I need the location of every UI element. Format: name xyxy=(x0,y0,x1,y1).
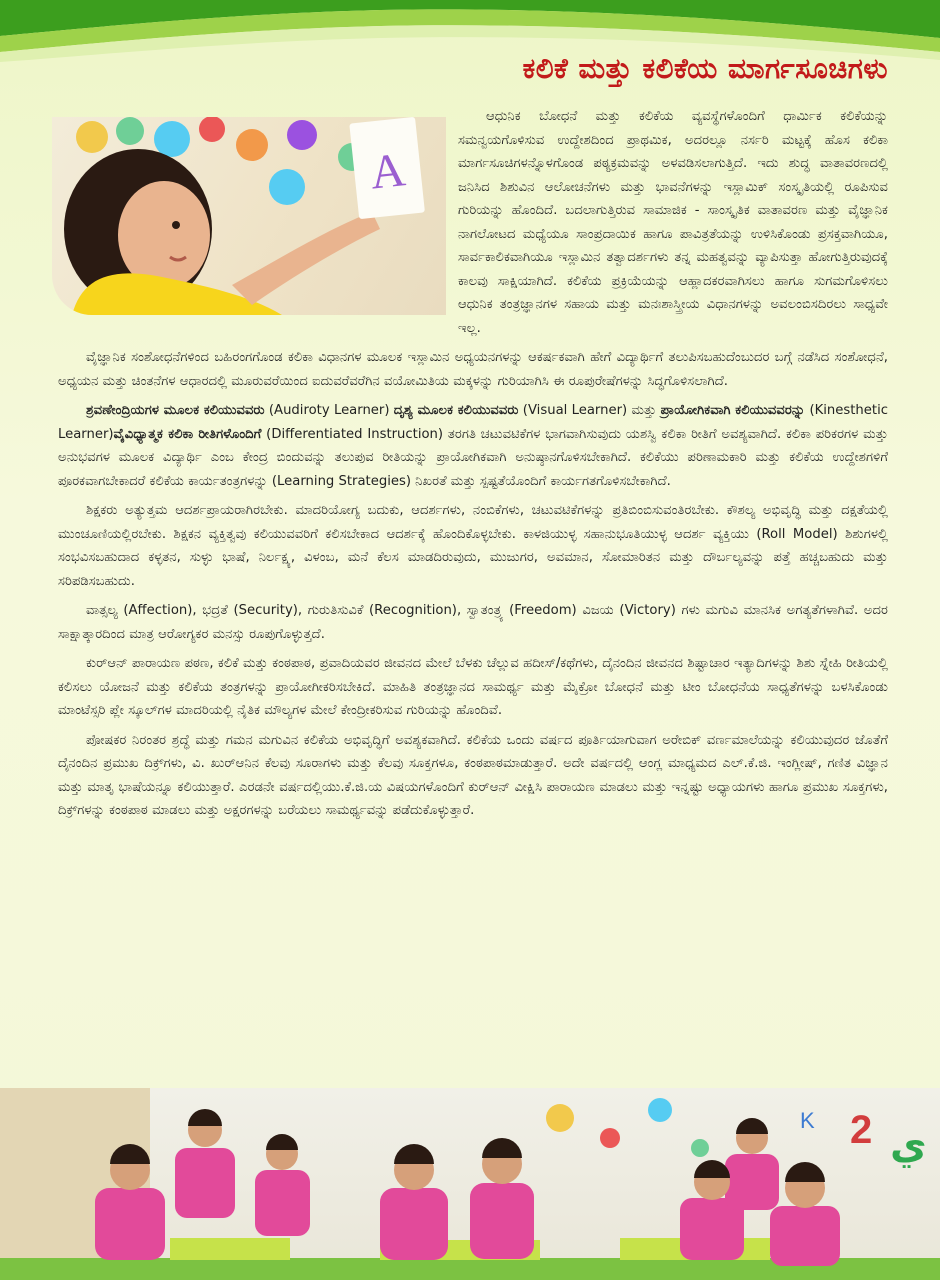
paragraph-learning-styles xyxy=(58,399,888,493)
paragraph-teachers: ಶಿಕ್ಷಕರು ಅತ್ಯುತ್ತಮ ಆದರ್ಶಪ್ರಾಯರಾಗಿರಬೇಕು. ಮಾದರಿಯೋಗ್ಯ ಬದುಕು, ಆದರ್ಶಗಳು, ನಂಬಿಕೆಗಳು, ಚಟುವಟಿಕೆಗಳನ್ನು ಪ್ರತಿಬಿಂಬಿಸುವಂತಿರಬೇಕು. ಕೌಶಲ್ಯ ಅಭಿವೃದ್ಧಿ ಮತ್ತು ದಕ್ಷತೆಯಲ್ಲಿ ಮುಂಚೂಣಿಯಲ್ಲಿರಬೇಕು. ಶಿಕ್ಷಕನ ವ್ಯಕ್ತಿತ್ವವು ಕಲಿಯುವವರಿಗೆ ಕಲಿಸಬೇಕಾದ ಆದರ್ಶಕ್ಕೆ ಹೊಂದಿಕೊಳ್ಳಬೇಕು. ಕಾಳಜಿಯುಳ್ಳ ಸಹಾನುಭೂತಿಯುಳ್ಳ ಆದರ್ಶ ವ್ಯಕ್ತಿಯು (Roll Model) ಶಿಶುಗಳಲ್ಲಿ ಸಂಭವಿಸಬಹುದಾದ ಕಳ್ಳತನ, ಸುಳ್ಳು ಭಾಷೆ, ನಿರ್ಲಕ್ಷ್ಯ, ವಿಳಂಬ, ಮನೆ ಕೆಲಸ ಮಾಡದಿರುವುದು, ಮುಜುಗರ, ಅವಮಾನ, ಸೋಮಾರಿತನ ಮತ್ತು ದೌರ್ಬಲ್ಯವನ್ನು ಪತ್ತೆ ಹಚ್ಚಬಹುದು ಮತ್ತು ಸರಿಪಡಿಸಬಹುದು. xyxy=(58,503,888,589)
page-title: ಕಲಿಕೆ ಮತ್ತು ಕಲಿಕೆಯ ಮಾರ್ಗಸೂಚಿಗಳು xyxy=(522,52,888,85)
wall-letter-k: K xyxy=(800,1108,815,1133)
photo-float-spacer xyxy=(52,105,446,327)
article-body xyxy=(58,105,888,823)
paragraph-needs: ವಾತ್ಸಲ್ಯ (Affection), ಭದ್ರತೆ (Security), ಗುರುತಿಸುವಿಕೆ (Recognition), ಸ್ವಾತಂತ್ರ್ಯ (Freedom) ವಿಜಯ (Victory) ಗಳು ಮಗುವಿ ಮಾನಸಿಕ ಅಗತ್ಯತೆಗಳಾಗಿವೆ. ಅದರ ಸಾಕ್ಷಾತ್ಕಾರದಿಂದ ಮಾತ್ರ ಆರೋಗ್ಯಕರ ಮನಸ್ಸು ರೂಪುಗೊಳ್ಳುತ್ತದೆ. xyxy=(58,603,888,642)
term-differentiated: ವೈವಿಧ್ಯಾತ್ಮಕ ಕಲಿಕಾ ರೀತಿಗಳೊಂದಿಗೆ xyxy=(113,426,262,442)
term-visual: ದೃಶ್ಯ ಮೂಲಕ ಕಲಿಯುವವರು xyxy=(393,403,519,418)
paragraph-research: ವೈಜ್ಞಾನಿಕ ಸಂಶೋಧನೆಗಳಿಂದ ಬಹಿರಂಗಗೊಂಡ ಕಲಿಕಾ ವಿಧಾನಗಳ ಮೂಲಕ ಇಸ್ಲಾಮಿನ ಅಧ್ಯಯನಗಳನ್ನು ಆಕರ್ಷಕವಾಗಿ ಹೇಗೆ ವಿದ್ಯಾರ್ಥಿಗೆ ತಲುಪಿಸಬಹುದೆಂಬುದರ ಬಗ್ಗೆ ನಡೆಸಿದ ಸಂಶೋಧನೆ, ಅಧ್ಯಯನ ಮತ್ತು ಚಿಂತನೆಗಳ ಆಧಾರದಲ್ಲಿ ಮೂರುವರೆಯಿಂದ ಐದುವರೆವರೆಗಿನ ವಯೋಮಿತಿಯ ಮಕ್ಕಳನ್ನು ಗುರಿಯಾಗಿಸಿ ಈ ರೂಪುರೇಷೆಗಳನ್ನು ಸಿದ್ಧಗೊಳಿಸಲಾಗಿದೆ. xyxy=(58,350,888,389)
paragraph-intro: ಆಧುನಿಕ ಬೋಧನೆ ಮತ್ತು ಕಲಿಕೆಯ ವ್ಯವಸ್ಥೆಗಳೊಂದಿಗೆ ಧಾರ್ಮಿಕ ಕಲಿಕೆಯನ್ನು ಸಮನ್ವಯಗೊಳಿಸುವ ಉದ್ದೇಶದಿಂದ ಪ್ರಾಥಮಿಕ, ಅದರಲ್ಲೂ ನರ್ಸರಿ ಮಟ್ಟಕ್ಕೆ ಹೊಸ ಕಲಿಕಾ ಮಾರ್ಗಸೂಚಿಗಳನ್ನೊಳಗೊಂಡ ಪಠ್ಯಕ್ರಮವನ್ನು ಅಳವಡಿಸಲಾಗುತ್ತಿದೆ. ಇದು ಶುದ್ಧ ವಾತಾವರಣದಲ್ಲಿ ಜನಿಸಿದ ಶಿಶುವಿನ ಆಲೋಚನೆಗಳು ಮತ್ತು ಭಾವನೆಗಳನ್ನು ಇಸ್ಲಾಮಿಕ್ ಸಂಸ್ಕೃತಿಯಲ್ಲಿ ರೂಪಿಸುವ ಗುರಿಯನ್ನು ಹೊಂದಿದೆ. ಬದಲಾಗುತ್ತಿರುವ ಸಾಮಾಜಿಕ - ಸಾಂಸ್ಕೃತಿಕ ವಾತಾವರಣ ಮತ್ತು ವೈಜ್ಞಾನಿಕ ನಾಗಲೋಟದ ಮಧ್ಯೆಯೂ ಸಾಂಪ್ರದಾಯಿಕ ಹಾಗೂ ಪಾವಿತ್ರತೆಯನ್ನು ಉಳಿಸಿಕೊಂಡು ಪ್ರಸಕ್ತವಾಗಿಯೂ, ಸಾರ್ವಕಾಲಿಕವಾಗಿಯೂ ಇಸ್ಲಾಮಿನ ತತ್ವಾದರ್ಶಗಳು ತನ್ನ ಮಹತ್ವವನ್ನು ವ್ಯಾಪಿಸುತ್ತಾ ಹೋಗುತ್ತಿರುವುದಕ್ಕೆ ಕಾಲವು ಸಾಕ್ಷಿಯಾಗಿದೆ. ಕಲಿಕೆಯ ಪ್ರಕ್ರಿಯೆಯನ್ನು ಆಹ್ಲಾದಕರವಾಗಿಸಲು ಹಾಗೂ ಸುಗಮಗೊಳಿಸಲು ಆಧುನಿಕ ತಂತ್ರಜ್ಞಾನಗಳ ಸಹಾಯ ಮತ್ತು ಮನಃಶಾಸ್ತ್ರೀಯ ವಿಧಾನಗಳನ್ನು ಅವಲಂಬಿಸದಿರಲು ಸಾಧ್ಯವೇ ಇಲ್ಲ. xyxy=(458,109,888,336)
wall-arabic-letter: ي xyxy=(890,1122,927,1168)
paragraph-quran: ಕುರ್‌ಆನ್ ಪಾರಾಯಣ ಪಠಣ, ಕಲಿಕೆ ಮತ್ತು ಕಂಠಪಾಠ, ಪ್ರವಾದಿಯವರ ಜೀವನದ ಮೇಲೆ ಬೆಳಕು ಚೆಲ್ಲುವ ಹದೀಸ್/ಕಥೆಗಳು, ದೈನಂದಿನ ಜೀವನದ ಶಿಷ್ಟಾಚಾರ ಇತ್ಯಾದಿಗಳನ್ನು ಶಿಶು ಸ್ನೇಹಿ ರೀತಿಯಲ್ಲಿ ಕಲಿಸಲು ಯೋಜನೆ ಮತ್ತು ಕಲಿಕೆಯ ತಂತ್ರಗಳನ್ನು ಪ್ರಾಯೋಗೀಕರಿಸಬೇಕಿದೆ. ಮಾಹಿತಿ ತಂತ್ರಜ್ಞಾನದ ಸಾಮರ್ಥ್ಯ ಮತ್ತು ಮೈಕ್ರೋ ಬೋಧನೆ ಮತ್ತು ಟೀಂ ಬೋಧನೆಯ ಸಾಧ್ಯತೆಗಳನ್ನು ಬಳಸಿಕೊಂಡು ಮಾಂಟೆಸ್ಸರಿ ಪ್ಲೇ ಸ್ಕೂಲ್‌ಗಳ ಮಾದರಿಯಲ್ಲಿ ನೈತಿಕ ಮೌಲ್ಯಗಳ ಮೇಲೆ ಕೇಂದ್ರೀಕರಿಸುವ ಗುರಿಯನ್ನು ಹೊಂದಿವೆ. xyxy=(58,656,888,718)
term-auditory-en: (Audiroty Learner) xyxy=(264,403,394,418)
wall-number: 2 xyxy=(850,1108,873,1152)
term-kinesthetic-en: (Kinesthetic Learner) xyxy=(58,403,888,442)
paragraph-parents: ಪೋಷಕರ ನಿರಂತರ ಶ್ರದ್ಧೆ ಮತ್ತು ಗಮನ ಮಗುವಿನ ಕಲಿಕೆಯ ಅಭಿವೃದ್ಧಿಗೆ ಅವಶ್ಯಕವಾಗಿದೆ. ಕಲಿಕೆಯ ಒಂದು ವರ್ಷದ ಪೂರ್ತಿಯಾಗುವಾಗ ಅರೇಬಿಕ್ ವರ್ಣಮಾಲೆಯನ್ನು ಕಲಿಯುವುದರ ಜೊತೆಗೆ ದೈನಂದಿನ ಪ್ರಮುಖ ದಿಕ್ರ್‌ಗಳು, ವಿ. ಖುರ್‌ಆನಿನ ಕೆಲವು ಸೂರಾಗಳು ಮತ್ತು ಕೆಲವು ಸೂಕ್ತಗಳೂ, ಕಂಠಪಾಠಮಾಡುತ್ತಾರೆ. ಅದೇ ವರ್ಷದಲ್ಲಿ ಆಂಗ್ಲ ಮಾಧ್ಯಮದ ಎಲ್.ಕೆ.ಜಿ. ಇಂಗ್ಲೀಷ್, ಗಣಿತ ವಿಜ್ಞಾನ ಮತ್ತು ಮಾತೃ ಭಾಷೆಯನ್ನೂ ಕಲಿಯುತ್ತಾರೆ. ಎರಡನೇ ವರ್ಷದಲ್ಲಿಯು.ಕೆ.ಜಿ.ಯ ವಿಷಯಗಳೊಂದಿಗೆ ಕುರ್‌ಆನ್ ವೀಕ್ಷಿಸಿ ಪಾರಾಯಣ ಮಾಡಲು ಮತ್ತು ಇನ್ನಷ್ಟು ಅಧ್ಯಾಯಗಳು ಹಾಗೂ ಪ್ರಮುಖ ಸೂಕ್ತಗಳು, ದಿಕ್ರ್‌ಗಳನ್ನು ಕಂಠಪಾಠ ಮಾಡಲು ಮತ್ತು ಅಕ್ಷರಗಳನ್ನು ಬರೆಯಲು ಸಾಮರ್ಥ್ಯವನ್ನು ಪಡೆದುಕೊಳ್ಳುತ್ತಾರೆ. xyxy=(58,732,888,818)
term-kinesthetic: ಪ್ರಾಯೋಗಿಕವಾಗಿ ಕಲಿಯುವವರನ್ನು xyxy=(660,403,806,418)
card-letter: A xyxy=(367,143,408,200)
term-auditory: ಶ್ರವಣೇಂದ್ರಿಯಗಳ ಮೂಲಕ ಕಲಿಯುವವರು xyxy=(86,403,265,418)
term-visual-en: (Visual Learner) ಮತ್ತು xyxy=(518,403,661,418)
paragraph-learning-styles-rest: (Differentiated Instruction) ತರಗತಿ ಚಟುವಟಿಕೆಗಳ ಭಾಗವಾಗಿಸುವುದು ಯಶಸ್ವಿ ಕಲಿಕಾ ರೀತಿಗೆ ಅವಶ್ಯವಾಗಿದೆ. ಕಲಿಕಾ ಪರಿಕರಗಳ ಮತ್ತು ಅನುಭವಗಳ ಮೂಲಕ ವಿದ್ಯಾರ್ಥಿ ಎಂಬ ಕೇಂದ್ರ ಬಿಂದುವನ್ನು ತಲುಪುವ ರೀತಿಯನ್ನು ಪ್ರಾಯೋಗಿಕವಾಗಿ ಅನುಷ್ಠಾನಗೊಳಿಸಬೇಕಾಗಿದೆ. ಕಲಿಕೆಯು ಪರಿಣಾಮಕಾರಿ ಮತ್ತು ಕಲಿಕೆಯ ಉದ್ದೇಶಗಳಿಗೆ ಪೂರಕವಾಗಬೇಕಾದರೆ ಕಲಿಕೆಯ ಕಾರ್ಯತಂತ್ರಗಳನ್ನು (Learning Strategies) ನಿಖರತೆ ಮತ್ತು ಸ್ಪಷ್ಟತೆಯೊಂದಿಗೆ ಕಾರ್ಯಗತಗೊಳಿಸಬೇಕಾಗಿದೆ. xyxy=(58,426,889,489)
classroom-photo xyxy=(0,1088,940,1280)
classroom-children-illustration xyxy=(0,1088,940,1280)
